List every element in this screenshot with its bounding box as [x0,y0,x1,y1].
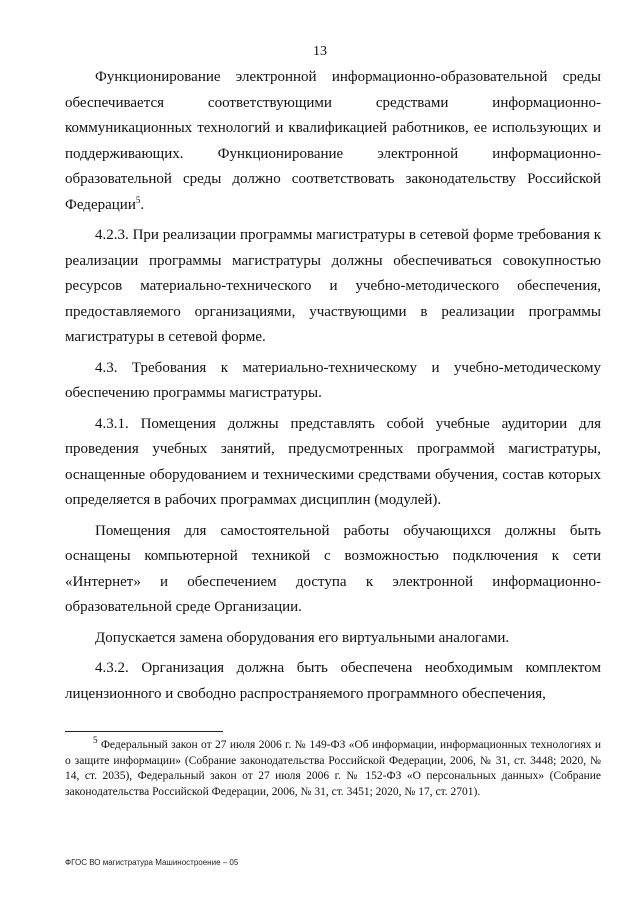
paragraph-tail: . [140,196,145,213]
paragraph-4-3-1: 4.3.1. Помещения должны представлять собой учебные аудитории для проведения учебных занятий, предусмотренных программой магистратуры, оснащенные оборудованием и техническими средствами обучения, состав которых определяется в рабочих программах дисциплин (модулей). [65,415,601,508]
footnote-divider [65,731,223,732]
paragraph-eios [65,65,601,218]
footnote-marker: 5 [93,735,98,746]
footnote-reference: 5 [135,194,141,205]
paragraph-4-2-3: 4.2.3. При реализации программы магистратуры в сетевой форме требования к реализации программы магистратуры должны обеспечиваться совокупностью ресурсов материально-технического и учебно-методического обеспечения, предоставляемого организациями, участвующими в реализации программы магистратуры в сетевой форме. [65,227,601,345]
paragraph-text: Функционирование электронной информационно-образовательной среды обеспечивается соответствующими средствами информационно-коммуникационных технологий и квалификацией работников, ее использующих и поддерживающих. Функционирование электронной информационно-образовательной среды должно соответствовать законодательству Российской Федерации [65,69,601,213]
page-number: 13 [313,44,327,59]
paragraph-4-3-2: 4.3.2. Организация должна быть обеспечена необходимым комплектом лицензионного и свободно распространяемого программного обеспечения, [65,660,601,702]
paragraph-4-3: 4.3. Требования к материально-техническому и учебно-методическому обеспечению программы магистратуры. [65,359,601,401]
paragraph-self-study-rooms: Помещения для самостоятельной работы обучающихся должны быть оснащены компьютерной техникой с возможностью подключения к сети «Интернет» и обеспечением доступа к электронной информационно-образовательной среде Организации. [65,522,601,615]
paragraph-virtual-analogues: Допускается замена оборудования его виртуальными аналогами. [95,629,510,646]
footnote [65,735,601,800]
page-footer: ФГОС ВО магистратура Машиностроение – 05 [65,858,239,867]
document-body [65,65,601,712]
footnote-text: Федеральный закон от 27 июля 2006 г. № 149-ФЗ «Об информации, информационных технологиях и о защите информации» (Собрание законодательства Российской Федерации, 2006, № 31, ст. 3448; 2020, № 14, ст. 2035), Федеральный закон от 27 июля 2006 г. № 152-ФЗ «О персональных данных» (Собрание законодательства Российской Федерации, 2006, № 31, ст. 3451; 2020, № 17, ст. 2701). [65,739,601,798]
